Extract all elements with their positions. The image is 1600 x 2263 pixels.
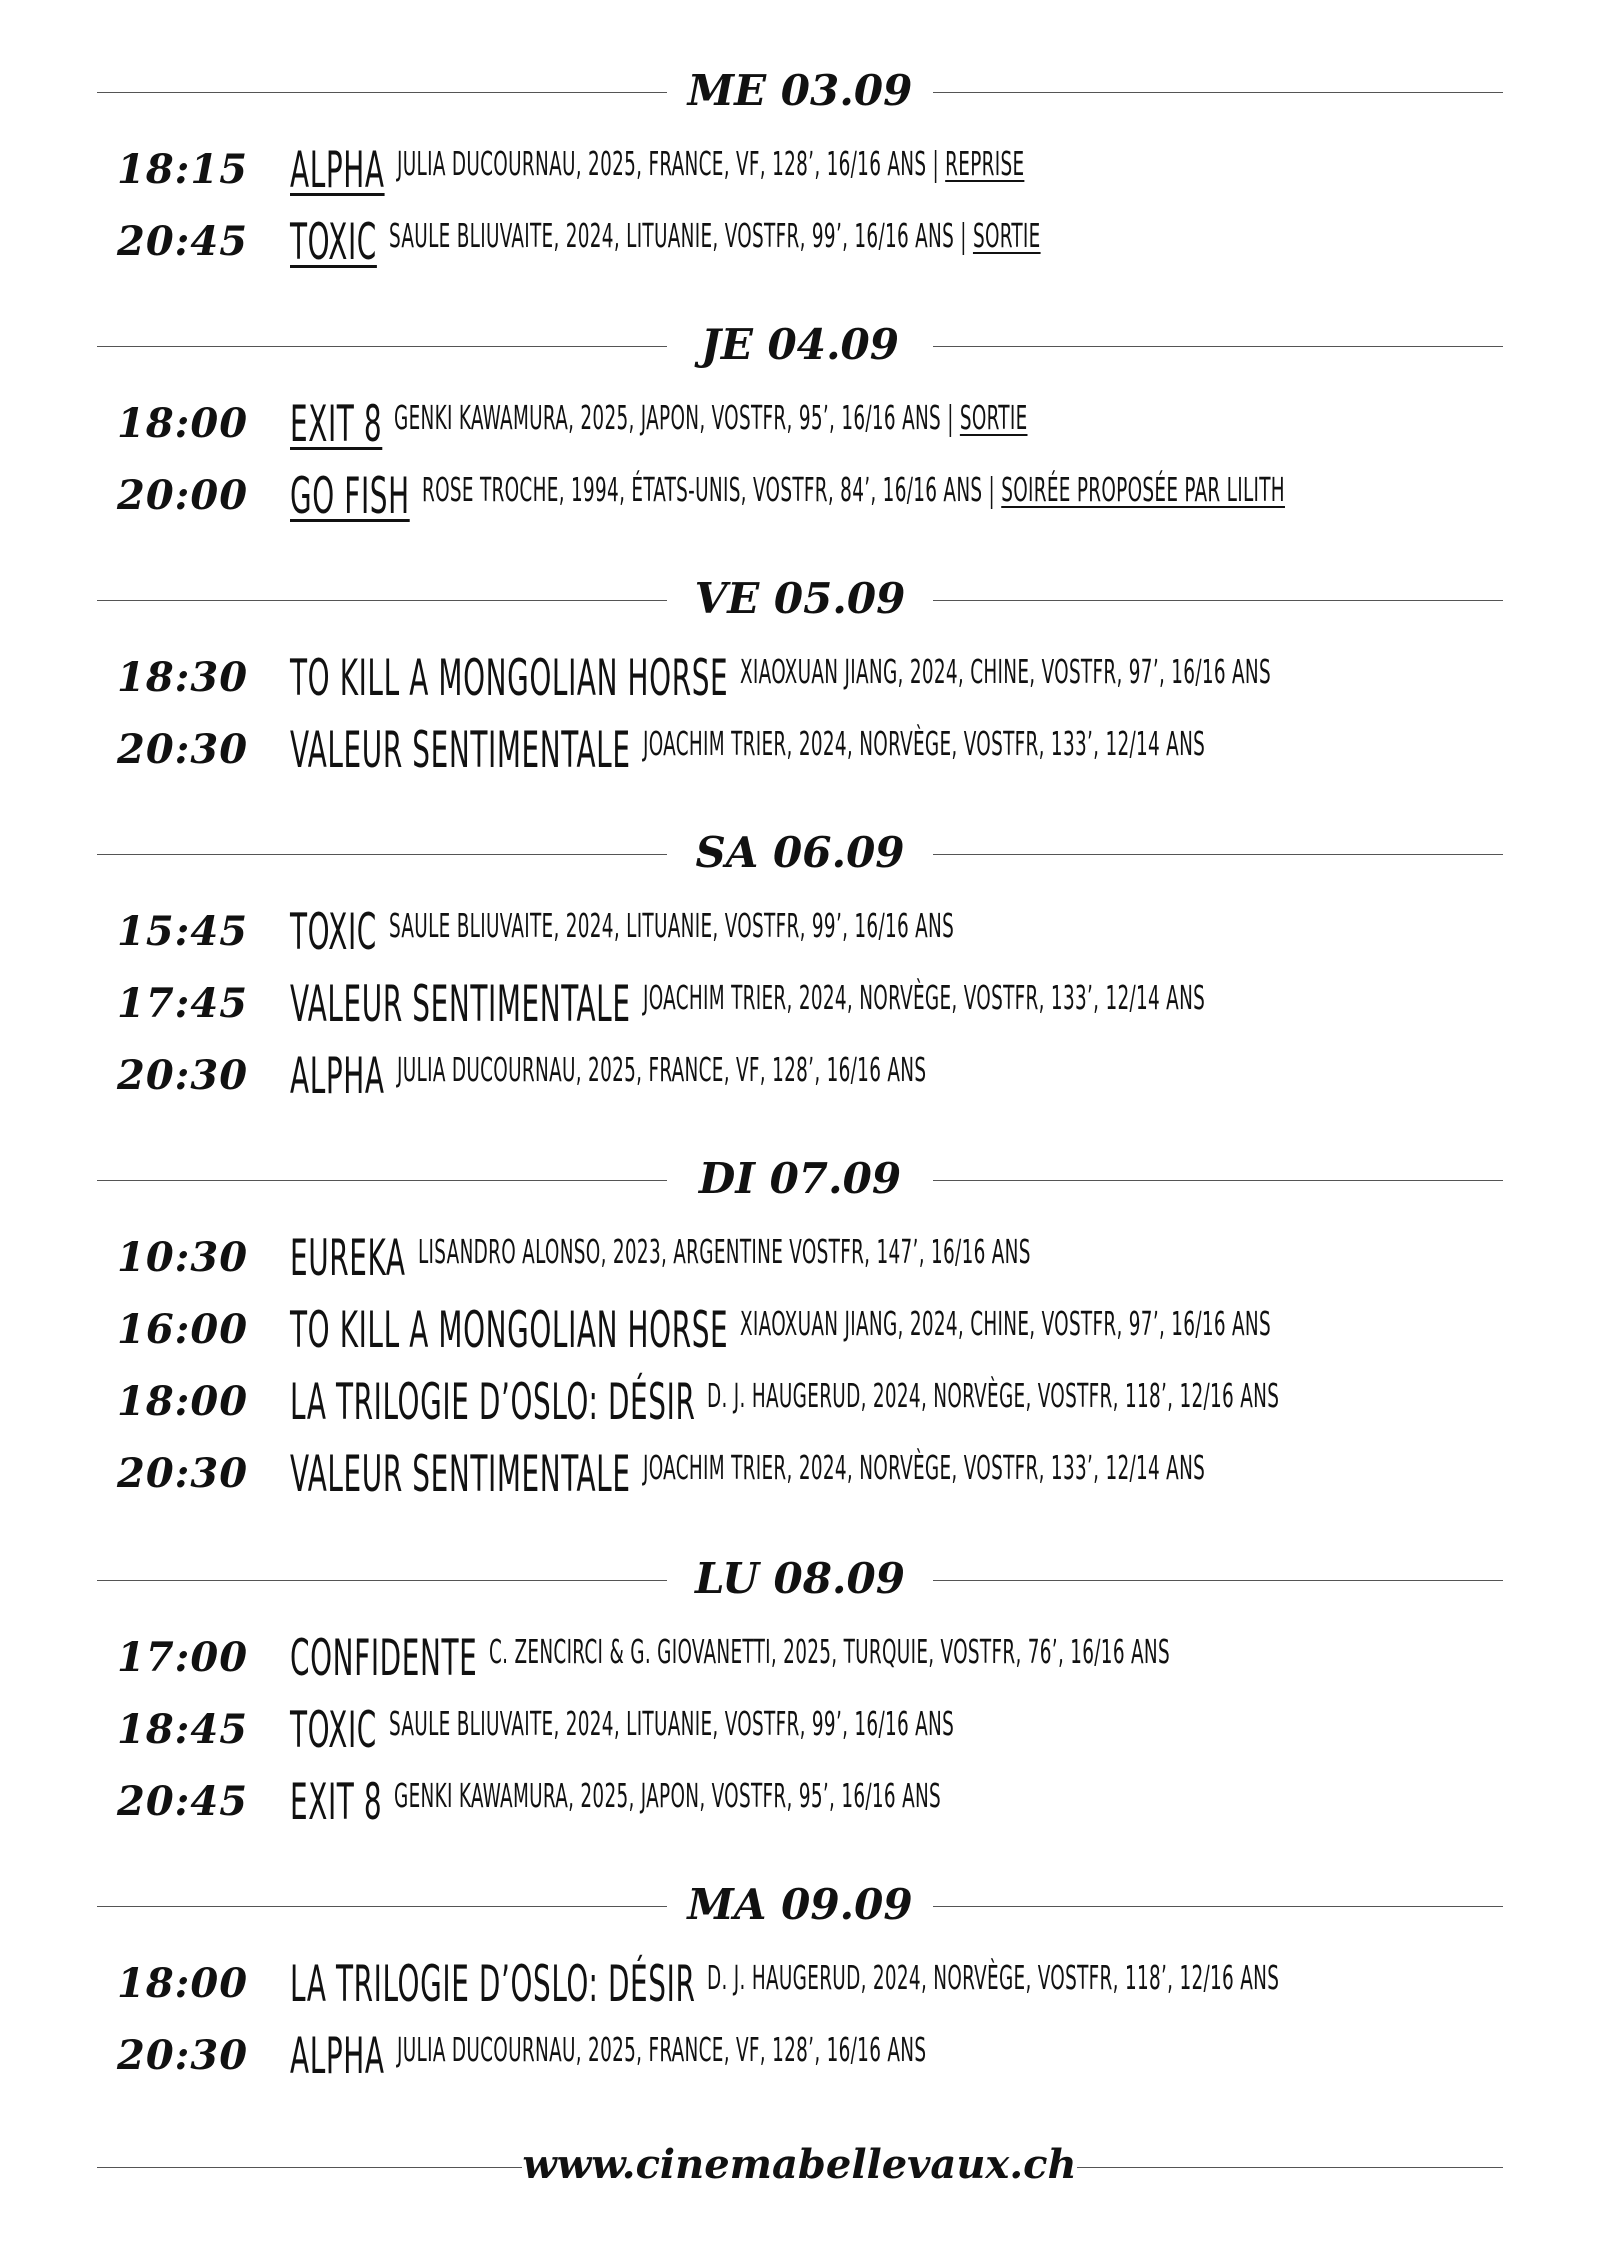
screening-row [0,1046,1600,1118]
film-entry [290,648,1272,708]
film-details [394,398,1028,438]
screening-time: 17:00 [117,1634,249,1681]
film-details-text: XIAOXUAN JIANG, 2024, CHINE, VOSTFR, 97’, 16/16 ANS [740,1304,1272,1343]
screening-time: 20:00 [117,472,249,519]
film-entry [290,212,1041,272]
film-details-text: JOACHIM TRIER, 2024, NORVÈGE, VOSTFR, 133’, 12/14 ANS [642,724,1205,763]
film-title[interactable]: EXIT 8 [290,395,383,453]
screening-tag-link[interactable]: SORTIE [960,398,1028,437]
film-details [418,1232,1031,1272]
screening-time: 18:00 [117,1378,249,1425]
film-title: EXIT 8 [290,1773,383,1831]
film-details-text: SAULE BLIUVAITE, 2024, LITUANIE, VOSTFR, 99’, 16/16 ANS [388,1704,955,1743]
film-title: TOXIC [290,1701,377,1759]
day-header [97,1150,1503,1210]
screening-time: 17:45 [117,980,249,1027]
film-title[interactable]: TOXIC [290,213,377,271]
film-entry [290,974,1205,1034]
screening-time: 10:30 [117,1234,249,1281]
film-entry [290,1228,1031,1288]
film-details [707,1958,1279,1998]
film-details-text: GENKI KAWAMURA, 2025, JAPON, VOSTFR, 95’, 16/16 ANS [394,1776,942,1815]
screening-time: 20:30 [117,1052,249,1099]
screening-tag-link[interactable]: REPRISE [944,144,1024,183]
footer [97,2136,1503,2196]
film-details [397,144,1024,184]
screening-time: 20:30 [117,1450,249,1497]
day-rule-right [933,600,1503,601]
film-entry [290,1372,1280,1432]
screening-time: 18:30 [117,654,249,701]
film-entry [290,1954,1280,2014]
film-entry [290,1300,1272,1360]
screening-time: 20:45 [117,218,249,265]
day-rule-left [97,1906,667,1907]
film-title: LA TRILOGIE D’OSLO: DÉSIR [290,1955,696,2013]
day-rule-left [97,854,667,855]
film-entry [290,1628,1171,1688]
day-rule-right [933,1180,1503,1181]
film-details-text: XIAOXUAN JIANG, 2024, CHINE, VOSTFR, 97’, 16/16 ANS [740,652,1272,691]
footer-rule-right [1077,2167,1503,2168]
film-details-text: SAULE BLIUVAITE, 2024, LITUANIE, VOSTFR, 99’, 16/16 ANS [388,906,955,945]
film-details [489,1632,1170,1672]
footer-rule-left [97,2167,522,2168]
day-date: MA 09.09 [687,1880,913,1929]
day-date: JE 04.09 [700,320,900,369]
film-entry [290,1046,926,1106]
film-entry [290,902,955,962]
screening-row [0,1954,1600,2026]
screening-row [0,466,1600,538]
film-details-text: C. ZENCIRCI & G. GIOVANETTI, 2025, TURQUIE, VOSTFR, 76’, 16/16 ANS [489,1632,1171,1671]
screening-row [0,902,1600,974]
film-entry [290,720,1205,780]
film-title: EUREKA [290,1229,406,1287]
screening-time: 18:15 [117,146,249,193]
film-title: TO KILL A MONGOLIAN HORSE [290,1301,729,1359]
film-details-text: GENKI KAWAMURA, 2025, JAPON, VOSTFR, 95’, 16/16 ANS | [394,398,961,437]
day-date: SA 06.09 [695,828,905,877]
day-rule-right [933,92,1503,93]
screening-row [0,1772,1600,1844]
film-title: LA TRILOGIE D’OSLO: DÉSIR [290,1373,696,1431]
film-entry [290,140,1024,200]
day-header [97,570,1503,630]
screening-time: 16:00 [117,1306,249,1353]
film-details [643,1448,1205,1488]
screening-row [0,1372,1600,1444]
film-details-text: D. J. HAUGERUD, 2024, NORVÈGE, VOSTFR, 118’, 12/16 ANS [707,1376,1280,1415]
screening-tag-link[interactable]: SOIRÉE PROPOSÉE PAR LILITH [1000,470,1285,509]
film-entry [290,1772,942,1832]
film-entry [290,466,1285,526]
screening-row [0,394,1600,466]
day-rule-right [933,1906,1503,1907]
screening-row [0,140,1600,212]
screening-time: 15:45 [117,908,249,955]
screening-row [0,2026,1600,2098]
film-details [389,1704,954,1744]
film-details-text: D. J. HAUGERUD, 2024, NORVÈGE, VOSTFR, 118’, 12/16 ANS [707,1958,1280,1997]
day-rule-left [97,1180,667,1181]
film-title: ALPHA [290,1047,385,1105]
film-details [397,1050,926,1090]
screening-row [0,1700,1600,1772]
film-details-text: SAULE BLIUVAITE, 2024, LITUANIE, VOSTFR, 99’, 16/16 ANS | [388,216,973,255]
film-title: CONFIDENTE [290,1629,478,1687]
film-details [389,906,954,946]
screening-row [0,1300,1600,1372]
film-details [389,216,1041,256]
film-details-text: JOACHIM TRIER, 2024, NORVÈGE, VOSTFR, 133’, 12/14 ANS [642,978,1205,1017]
film-entry [290,1444,1205,1504]
day-date: VE 05.09 [694,574,906,623]
film-details-text: JULIA DUCOURNAU, 2025, FRANCE, VF, 128’, 16/16 ANS [396,1050,926,1089]
day-date: ME 03.09 [687,66,913,115]
screening-row [0,212,1600,284]
screening-row [0,1228,1600,1300]
film-details [740,652,1271,692]
film-entry [290,2026,926,2086]
film-entry [290,1700,955,1760]
day-rule-right [933,346,1503,347]
film-details [422,470,1285,510]
film-details-text: ROSE TROCHE, 1994, ÉTATS-UNIS, VOSTFR, 84’, 16/16 ANS | [421,470,1001,509]
film-details-text: JULIA DUCOURNAU, 2025, FRANCE, VF, 128’, 16/16 ANS | [396,144,945,183]
film-details [643,724,1205,764]
film-title: TOXIC [290,903,377,961]
day-header [97,316,1503,376]
website-link[interactable]: www.cinemabellevaux.ch [522,2141,1077,2188]
screening-time: 18:00 [117,1960,249,2007]
screening-time: 20:45 [117,1778,249,1825]
film-details [394,1776,941,1816]
screening-row [0,720,1600,792]
screening-row [0,1444,1600,1516]
film-details [643,978,1205,1018]
film-title[interactable]: GO FISH [290,467,410,525]
screening-time: 18:00 [117,400,249,447]
day-date: LU 08.09 [695,1554,905,1603]
film-details-text: LISANDRO ALONSO, 2023, ARGENTINE VOSTFR, 147’, 16/16 ANS [417,1232,1031,1271]
film-title: TO KILL A MONGOLIAN HORSE [290,649,729,707]
film-title: VALEUR SENTIMENTALE [290,721,631,779]
screening-time: 20:30 [117,2032,249,2079]
film-title[interactable]: ALPHA [290,141,385,199]
day-rule-right [933,1580,1503,1581]
screening-row [0,974,1600,1046]
day-rule-left [97,1580,667,1581]
film-title: VALEUR SENTIMENTALE [290,975,631,1033]
screening-row [0,648,1600,720]
film-details [397,2030,926,2070]
film-details-text: JULIA DUCOURNAU, 2025, FRANCE, VF, 128’, 16/16 ANS [396,2030,926,2069]
day-header [97,62,1503,122]
screening-time: 18:45 [117,1706,249,1753]
film-entry [290,394,1028,454]
day-rule-left [97,92,667,93]
screening-row [0,1628,1600,1700]
film-details [707,1376,1279,1416]
day-header [97,1550,1503,1610]
film-title: ALPHA [290,2027,385,2085]
day-header [97,1876,1503,1936]
film-title: VALEUR SENTIMENTALE [290,1445,631,1503]
screening-tag-link[interactable]: SORTIE [972,216,1041,255]
film-details [740,1304,1271,1344]
screening-time: 20:30 [117,726,249,773]
day-rule-right [933,854,1503,855]
day-date: DI 07.09 [698,1154,902,1203]
day-rule-left [97,346,667,347]
film-details-text: JOACHIM TRIER, 2024, NORVÈGE, VOSTFR, 133’, 12/14 ANS [642,1448,1205,1487]
day-rule-left [97,600,667,601]
day-header [97,824,1503,884]
